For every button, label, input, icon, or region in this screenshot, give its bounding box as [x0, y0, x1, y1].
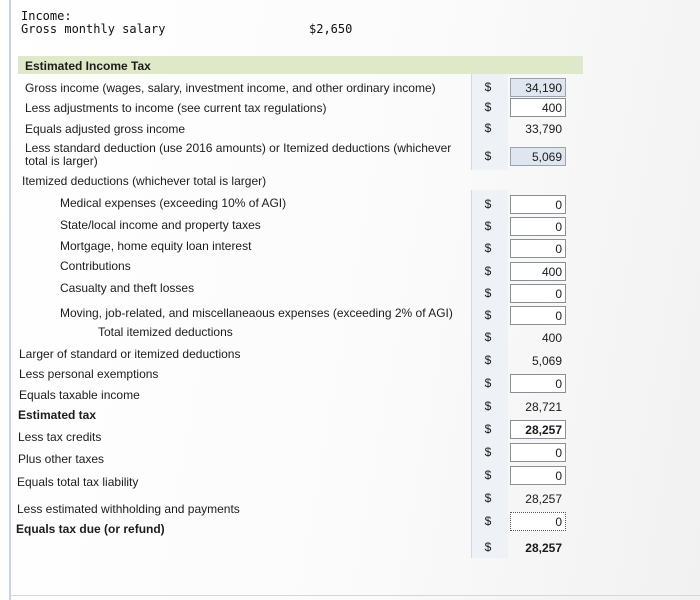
- row-contributions-label: Contributions: [60, 259, 131, 273]
- row-total-itemized-label: Total itemized deductions: [98, 325, 233, 339]
- row-personal-exemptions-label: Less personal exemptions: [19, 367, 159, 381]
- dollar-sign: $: [484, 241, 492, 255]
- bottom-rule: [9, 595, 700, 596]
- dollar-sign: $: [484, 353, 492, 367]
- dollar-sign: $: [484, 286, 492, 300]
- left-margin-rule: [9, 0, 11, 600]
- row-larger-deduction-label: Larger of standard or itemized deductions: [19, 347, 241, 361]
- row-taxable-income-label: Equals taxable income: [19, 388, 140, 402]
- casualty-input[interactable]: 0: [510, 284, 566, 303]
- tax-credits-input[interactable]: 0: [510, 443, 566, 462]
- row-casualty-label: Casualty and theft losses: [60, 281, 195, 295]
- standard-deduction-input[interactable]: 5,069: [510, 147, 566, 166]
- dollar-sign: $: [484, 445, 492, 459]
- row-estimated-tax-label: Estimated tax: [18, 408, 97, 422]
- moving-input[interactable]: 0: [510, 306, 566, 325]
- dollar-sign: $: [484, 514, 492, 528]
- dollar-sign: $: [484, 308, 492, 322]
- estimated-tax-input[interactable]: 28,257: [510, 420, 566, 439]
- row-adjustments-label: Less adjustments to income (see current tax regulations): [25, 101, 327, 115]
- row-moving-label: Moving, job-related, and miscellaneaous expenses (exceeding 2% of AGI): [60, 306, 453, 320]
- row-agi-label: Equals adjusted gross income: [25, 122, 186, 136]
- row-standard-deduction-label-1: Less standard deduction (use 2016 amounts) or Itemized deductions (whichever: [25, 141, 452, 155]
- dollar-sign: $: [484, 376, 492, 390]
- row-withholding-label: Less estimated withholding and payments: [17, 502, 240, 516]
- row-tax-credits-label: Less tax credits: [18, 430, 102, 444]
- dollar-sign: $: [484, 219, 492, 233]
- gross-monthly-label: Gross monthly salary: [21, 22, 166, 36]
- dollar-sign: $: [484, 121, 492, 135]
- row-other-taxes-label: Plus other taxes: [18, 452, 105, 466]
- dollar-sign: $: [484, 264, 492, 278]
- row-itemized-heading: Itemized deductions (whichever total is larger): [22, 174, 267, 188]
- medical-input[interactable]: 0: [510, 195, 566, 214]
- total-liability-value: 28,257: [525, 492, 562, 506]
- dollar-sign: $: [484, 540, 492, 554]
- dollar-sign: $: [484, 330, 492, 344]
- gross-income-input[interactable]: 34,190: [510, 78, 566, 97]
- dollar-sign: $: [484, 399, 492, 413]
- row-state-local-label: State/local income and property taxes: [60, 218, 261, 232]
- tax-due-value: 28,257: [525, 541, 562, 555]
- dollar-sign: $: [484, 149, 492, 163]
- other-taxes-input[interactable]: 0: [510, 466, 566, 485]
- dollar-sign: $: [484, 422, 492, 436]
- adjustments-input[interactable]: 400: [510, 98, 566, 117]
- larger-deduction-value: 5,069: [531, 354, 562, 368]
- dollar-sign: $: [484, 80, 492, 94]
- total-itemized-value: 400: [541, 331, 562, 345]
- section-title: Estimated Income Tax: [25, 59, 151, 73]
- row-standard-deduction-label-2: total is larger): [25, 154, 98, 168]
- mortgage-input[interactable]: 0: [510, 239, 566, 258]
- agi-value: 33,790: [525, 122, 562, 136]
- state-local-input[interactable]: 0: [510, 217, 566, 236]
- withholding-input[interactable]: 0: [510, 512, 566, 531]
- dollar-sign: $: [484, 100, 492, 114]
- row-tax-due-label: Equals tax due (or refund): [16, 522, 165, 536]
- dollar-sign: $: [484, 197, 492, 211]
- dollar-sign: $: [484, 491, 492, 505]
- row-mortgage-label: Mortgage, home equity loan interest: [60, 239, 252, 253]
- row-gross-income-label: Gross income (wages, salary, investment income, and other ordinary income): [25, 81, 436, 95]
- dollar-sign: $: [484, 468, 492, 482]
- personal-exemptions-input[interactable]: 0: [510, 374, 566, 393]
- gross-monthly-value: $2,650: [309, 22, 353, 36]
- income-label: Income:: [21, 9, 72, 23]
- row-total-liability-label: Equals total tax liability: [17, 475, 139, 489]
- contributions-input[interactable]: 400: [510, 262, 566, 281]
- taxable-income-value: 28,721: [525, 400, 562, 414]
- row-medical-label: Medical expenses (exceeding 10% of AGI): [60, 196, 287, 210]
